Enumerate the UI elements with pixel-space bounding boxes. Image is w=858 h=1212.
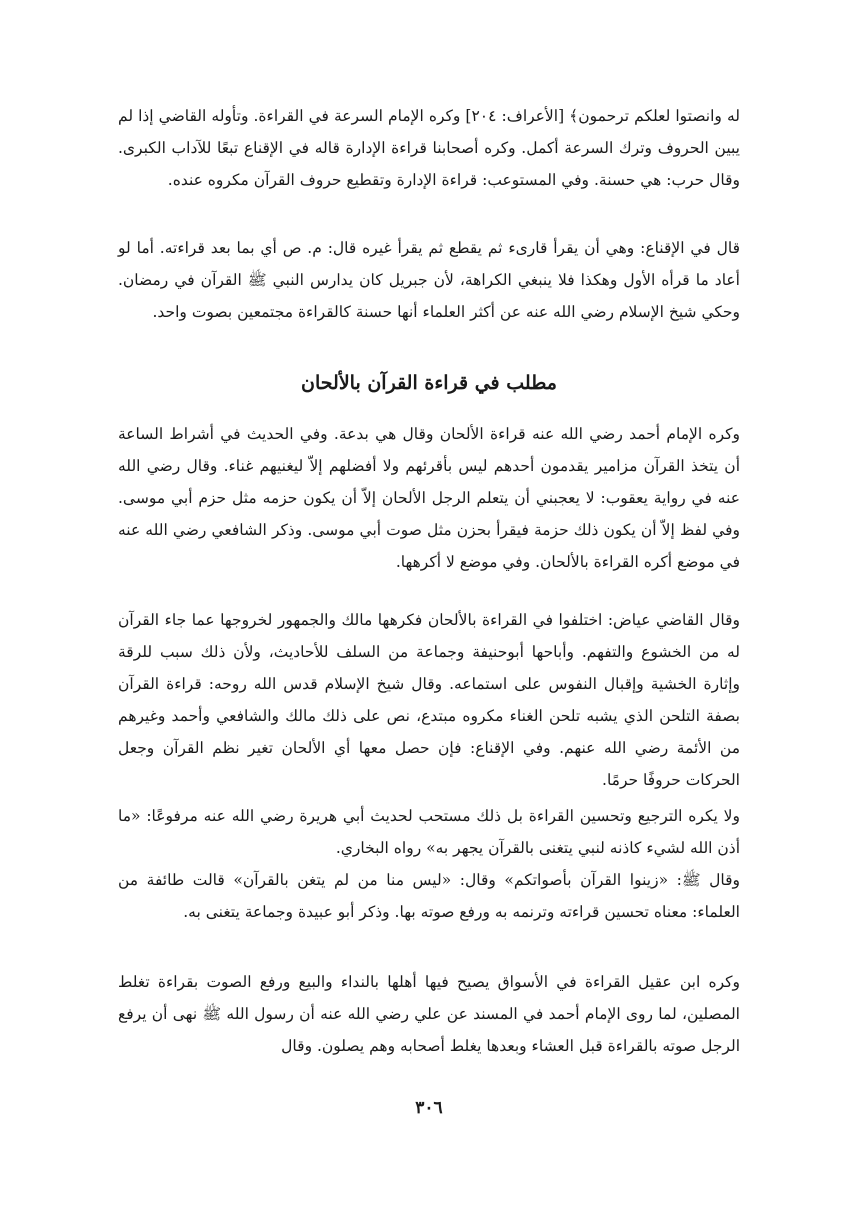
paragraph-tarji: ولا يكره الترجيع وتحسين القراءة بل ذلك مستحب لحديث أبي هريرة رضي الله عنه مرفوعًا: «ما أذن الله لشيء كاذنه لنبي يتغنى بالقرآن يجهر به» رواه البخاري.: [118, 807, 740, 857]
paragraph-ibn-aqil: وكره ابن عقيل القراءة في الأسواق يصيح فيها أهلها بالنداء والبيع ورفع الصوت بقراءة تغلط المصلين، لما روى الإمام أحمد في المسند عن علي رضي الله عنه أن رسول الله ﷺ نهى أن يرفع الرجل صوته بالقراءة قبل العشاء وبعدها يغلط أصحابه وهم يصلون. وقال: [118, 973, 740, 1055]
paragraph-qadi-iyad: وقال القاضي عياض: اختلفوا في القراءة بالألحان فكرهها مالك والجمهور لخروجها عما جاء القرآن له من الخشوع والتفهم. وأباحها أبوحنيفة وجماعة من السلف للأحاديث، ولأن ذلك سبب للرقة وإثارة الخشية وإقبال النفوس على استماعه. وقال شيخ الإسلام قدس الله روحه: قراءة القرآن بصفة التلحن الذي يشبه تلحن الغناء مكروه مبتدع، نص على ذلك مالك والشافعي وأحمد وغيرهم من الأئمة رضي الله عنهم. وفي الإقناع: فإن حصل معها أي الألحان تغير نظم القرآن وجعل الحركات حروفًا حرمًا.: [118, 611, 740, 789]
paragraph-zayyinu-quran: وقال ﷺ: «زينوا القرآن بأصواتكم» وقال: «ليس منا من لم يتغن بالقرآن» قالت طائفة من العلماء: معناه تحسين قراءته وترنمه به ورفع صوته بها. وذكر أبو عبيدة وجماعة يتغنى به.: [118, 871, 740, 921]
paragraph-idara-definition: قال في الإقناع: وهي أن يقرأ قارىء ثم يقطع ثم يقرأ غيره قال: م. ص أي بما بعد قراءته. أما لو أعاد ما قرأه الأول وهكذا فلا ينبغي الكراهة، لأن جبريل كان يدارس النبي ﷺ القرآن في رمضان. وحكي شيخ الإسلام رضي الله عنه عن أكثر العلماء أنها حسنة كالقراءة مجتمعين بصوت واحد.: [118, 239, 740, 321]
paragraph-ahmad-alhan: وكره الإمام أحمد رضي الله عنه قراءة الألحان وقال هي بدعة. وفي الحديث في أشراط الساعة أن يتخذ القرآن مزامير يقدمون أحدهم ليس بأقرئهم ولا أفضلهم إلاّ ليغنيهم غناء. وقال رضي الله عنه في رواية يعقوب: لا يعجبني أن يتعلم الرجل الألحان إلاّ أن يكون حزمه مثل حزم أبي موسى. وفي لفظ إلاّ أن يكون ذلك حزمة فيقرأ بحزن مثل صوت أبي موسى. وذكر الشافعي رضي الله عنه في موضع أكره القراءة بالألحان. وفي موضع لا أكرهها.: [118, 425, 740, 571]
paragraph-recitation-speed: له وانصتوا لعلكم ترحمون﴾ [الأعراف: ٢٠٤] وكره الإمام السرعة في القراءة. وتأوله القاضي إذا لم يبين الحروف وترك السرعة أكمل. وكره أصحابنا قراءة الإدارة قاله في الإقناع تبعًا للآداب الكبرى. وقال حرب: هي حسنة. وفي المستوعب: قراءة الإدارة وتقطيع حروف القرآن مكروه عنده.: [118, 107, 740, 189]
section-heading: مطلب في قراءة القرآن بالألحان: [301, 372, 557, 394]
page-number: ٣٠٦: [415, 1098, 443, 1118]
